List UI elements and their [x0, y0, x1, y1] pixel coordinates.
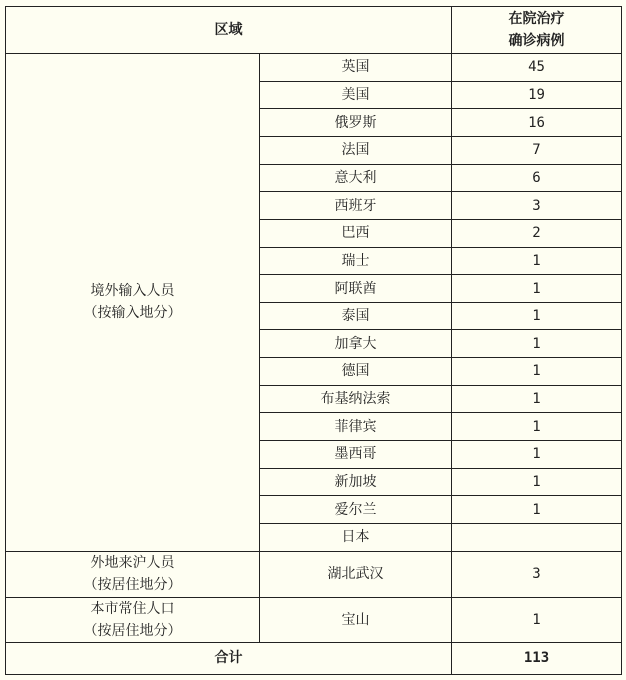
- region-name-cell: 新加坡: [260, 468, 452, 496]
- region-name-cell: 宝山: [260, 597, 452, 642]
- group-label-line2: （按输入地分）: [83, 305, 182, 322]
- region-name-cell: 瑞士: [260, 247, 452, 275]
- case-count-cell: 1: [452, 385, 622, 413]
- cases-header-line1: 在院治疗: [508, 11, 565, 28]
- case-count-cell: [452, 523, 622, 551]
- region-name-cell: 英国: [260, 54, 452, 82]
- case-count-cell: 2: [452, 219, 622, 247]
- table-body: [6, 7, 622, 54]
- group-label-line1: 境外输入人员: [90, 283, 175, 300]
- cases-table: [5, 6, 622, 675]
- region-name-cell: 法国: [260, 137, 452, 165]
- region-name-cell: 布基纳法索: [260, 385, 452, 413]
- group-label: [6, 551, 260, 597]
- case-count-cell: 1: [452, 496, 622, 524]
- cases-header-line2: 确诊病例: [508, 33, 565, 50]
- case-count-cell: 1: [452, 358, 622, 386]
- case-count-cell: 1: [452, 468, 622, 496]
- case-count-cell: 1: [452, 247, 622, 275]
- case-count-cell: 7: [452, 137, 622, 165]
- group-label-line2: （按居住地分）: [83, 622, 182, 639]
- region-header: 区域: [6, 7, 452, 54]
- case-count-cell: 1: [452, 413, 622, 441]
- case-count-cell: 19: [452, 81, 622, 109]
- header-row: [6, 7, 622, 54]
- region-name-cell: 意大利: [260, 164, 452, 192]
- region-name-cell: 日本: [260, 523, 452, 551]
- table-row: [6, 54, 622, 82]
- group-label-line1: 外地来沪人员: [90, 555, 175, 572]
- region-name-cell: 泰国: [260, 302, 452, 330]
- region-name-cell: 阿联酋: [260, 275, 452, 303]
- total-count: 113: [452, 642, 622, 674]
- case-count-cell: 3: [452, 192, 622, 220]
- group-label: [6, 54, 260, 552]
- case-count-cell: 1: [452, 275, 622, 303]
- region-name-cell: 墨西哥: [260, 441, 452, 469]
- case-count-cell: 6: [452, 164, 622, 192]
- region-name-cell: 加拿大: [260, 330, 452, 358]
- table-row: [6, 551, 622, 597]
- case-count-cell: 1: [452, 302, 622, 330]
- case-count-cell: 45: [452, 54, 622, 82]
- region-name-cell: 西班牙: [260, 192, 452, 220]
- cases-header: [452, 7, 622, 54]
- table-row: [6, 597, 622, 642]
- case-count-cell: 1: [452, 441, 622, 469]
- case-count-cell: 16: [452, 109, 622, 137]
- group-label-line1: 本市常住人口: [90, 600, 175, 617]
- case-count-cell: 1: [452, 330, 622, 358]
- region-name-cell: 美国: [260, 81, 452, 109]
- total-body: [6, 642, 622, 674]
- group-label-line2: （按居住地分）: [83, 577, 182, 594]
- region-name-cell: 菲律宾: [260, 413, 452, 441]
- case-count-cell: 1: [452, 597, 622, 642]
- region-name-cell: 德国: [260, 358, 452, 386]
- total-label: 合计: [6, 642, 452, 674]
- region-name-cell: 俄罗斯: [260, 109, 452, 137]
- group-label: [6, 597, 260, 642]
- region-name-cell: 爱尔兰: [260, 496, 452, 524]
- groups-body: [6, 54, 622, 643]
- case-count-cell: 3: [452, 551, 622, 597]
- total-row: [6, 642, 622, 674]
- region-name-cell: 湖北武汉: [260, 551, 452, 597]
- region-name-cell: 巴西: [260, 219, 452, 247]
